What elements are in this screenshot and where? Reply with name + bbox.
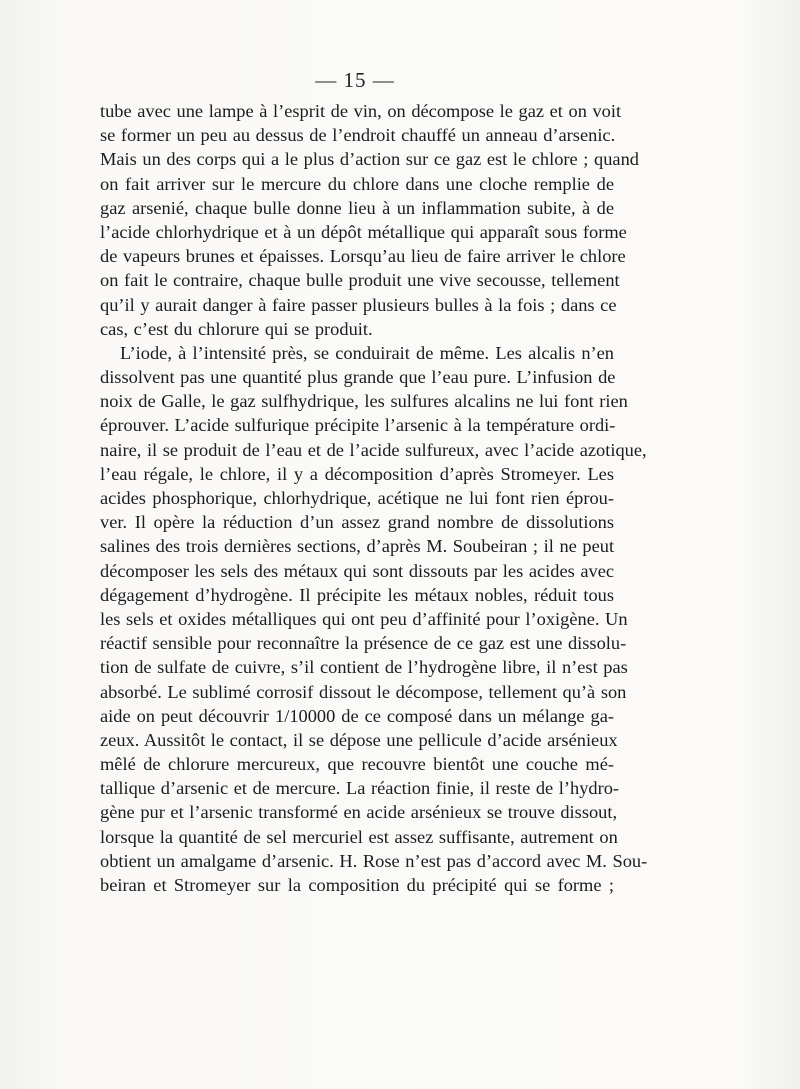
text-line: gène pur et l’arsenic transformé en acide arsénieux se trouve dissout, (100, 802, 618, 823)
text-line: dissolvent pas une quantité plus grande que l’eau pure. L’infusion de (100, 367, 616, 388)
body-text (100, 99, 648, 897)
text-line: mêlé de chlorure mercureux, que recouvre bientôt une couche mé- (100, 754, 614, 775)
text-line: de vapeurs brunes et épaisses. Lorsqu’au lieu de faire arriver le chlore (100, 246, 626, 267)
text-line: aide on peut découvrir 1/10000 de ce composé dans un mélange ga- (100, 705, 614, 726)
text-line: l’eau régale, le chlore, il y a décomposition d’après Stromeyer. Les (100, 463, 614, 484)
text-line: on fait le contraire, chaque bulle produit une vive secousse, tellement (100, 270, 620, 291)
text-line: ver. Il opère la réduction d’un assez grand nombre de dissolutions (100, 512, 614, 533)
paragraph-start-line: L’iode, à l’intensité près, se conduirait de même. Les alcalis n’en (120, 342, 614, 363)
text-line: se former un peu au dessus de l’endroit chauffé un anneau d’arsenic. (100, 125, 616, 146)
text-line: acides phosphorique, chlorhydrique, acétique ne lui font rien éprou- (100, 488, 614, 508)
text-line: beiran et Stromeyer sur la composition du précipité qui se forme ; (100, 875, 614, 895)
paragraph-end-line: cas, c’est du chlorure qui se produit. (100, 318, 373, 339)
text-line: tube avec une lampe à l’esprit de vin, on décompose le gaz et on voit (100, 101, 622, 121)
text-line: gaz arsenié, chaque bulle donne lieu à un inflammation subite, à de (100, 197, 614, 218)
text-line: décomposer les sels des métaux qui sont dissouts par les acides avec (100, 560, 615, 581)
page-number: — 15 — (315, 68, 395, 92)
text-line: zeux. Aussitôt le contact, il se dépose une pellicule d’acide arsénieux (100, 729, 618, 750)
text-line: dégagement d’hydrogène. Il précipite les métaux nobles, réduit tous (100, 584, 614, 605)
text-line: tion de sulfate de cuivre, s’il contient de l’hydrogène libre, il n’est pas (100, 657, 628, 678)
text-line: qu’il y aurait danger à faire passer plusieurs bulles à la fois ; dans ce (100, 294, 617, 315)
text-line: Mais un des corps qui a le plus d’action sur ce gaz est le chlore ; quand (100, 149, 639, 170)
text-line: on fait arriver sur le mercure du chlore dans une cloche remplie de (100, 173, 614, 194)
text-line: naire, il se produit de l’eau et de l’acide sulfureux, avec l’acide azotique, (100, 439, 647, 460)
text-line: absorbé. Le sublimé corrosif dissout le décompose, tellement qu’à son (100, 681, 627, 702)
text-line: les sels et oxides métalliques qui ont peu d’affinité pour l’oxigène. Un (100, 608, 628, 629)
text-line: salines des trois dernières sections, d’après M. Soubeiran ; il ne peut (100, 536, 615, 557)
text-line: obtient un amalgame d’arsenic. H. Rose n’est pas d’accord avec M. Sou- (100, 850, 648, 871)
text-line: lorsque la quantité de sel mercuriel est assez suffisante, autrement on (100, 826, 618, 847)
text-line: réactif sensible pour reconnaître la présence de ce gaz est une dissolu- (100, 633, 627, 654)
text-line: noix de Galle, le gaz sulfhydrique, les sulfures alcalins ne lui font rien (100, 391, 628, 412)
text-line: éprouver. L’acide sulfurique précipite l’arsenic à la température ordi- (100, 415, 616, 436)
text-line: l’acide chlorhydrique et à un dépôt métallique qui apparaît sous forme (100, 221, 627, 242)
text-line: tallique d’arsenic et de mercure. La réaction finie, il reste de l’hydro- (100, 778, 620, 799)
